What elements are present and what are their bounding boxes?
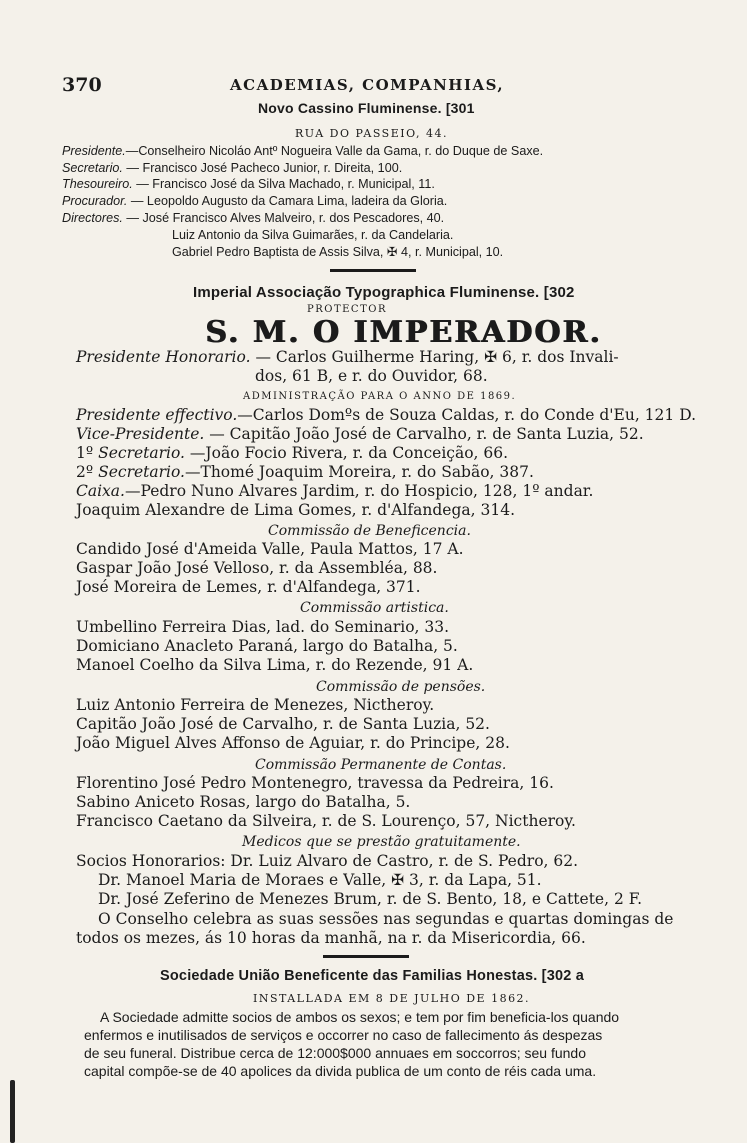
- ordinal: 2º: [76, 463, 94, 481]
- running-title: ACADEMIAS, COMPANHIAS,: [230, 76, 505, 94]
- role-label: Caixa.: [76, 482, 125, 500]
- entry-2-secretario: [76, 465, 534, 481]
- section-divider: [323, 955, 409, 958]
- entry-director-3: Gabriel Pedro Baptista de Assis Silva, ✠ 4, r. Municipal, 10.: [172, 245, 504, 259]
- section-address: RUA DO PASSEIO, 44.: [295, 127, 448, 140]
- subheading-pensoes: Commissão de pensões.: [316, 679, 486, 695]
- role-label: Directores.: [62, 211, 123, 225]
- paragraph-line-4: capital compõe-se de 40 apolices da divida publica de um conto de réis cada uma.: [84, 1063, 597, 1079]
- entry-text: —Pedro Nuno Alvares Jardim, r. do Hospicio, 128, 1º andar.: [124, 482, 594, 500]
- list-item-pens-2: João Miguel Alves Affonso de Aguiar, r. do Principe, 28.: [76, 734, 510, 752]
- binding-shadow: [10, 1080, 15, 1143]
- role-label: Vice-Presidente.: [76, 425, 205, 443]
- entry-text: —Thomé Joaquim Moreira, r. do Sabão, 387.: [184, 463, 534, 481]
- paragraph-conselho-1: O Conselho celebra as suas sessões nas segundas e quartas domingas de: [98, 910, 674, 928]
- entry-text: — Carlos Guilherme Haring, ✠ 6, r. dos Invali-: [255, 348, 619, 366]
- entry-text: —Carlos Domºs de Souza Caldas, r. do Conde d'Eu, 121 D.: [237, 406, 696, 424]
- admin-heading: ADMINISTRAÇÃO PARA O ANNO DE 1869.: [243, 391, 517, 402]
- entry-socio-3: Dr. José Zeferino de Menezes Brum, r. de S. Bento, 18, e Cattete, 2 F.: [98, 890, 643, 908]
- entry-presidente: [62, 145, 543, 158]
- section-title-imperial: Imperial Associação Typographica Fluminense. [302: [193, 284, 575, 301]
- list-item-art-2: Manoel Coelho da Silva Lima, r. do Rezende, 91 A.: [76, 656, 474, 674]
- role-label: Presidente effectivo.: [76, 406, 238, 424]
- entry-text: — Francisco José Pacheco Junior, r. Direita, 100.: [126, 161, 403, 175]
- entry-directores: [62, 212, 444, 225]
- entry-secretario: [62, 162, 402, 175]
- list-item-pens-1: Capitão João José de Carvalho, r. de Santa Luzia, 52.: [76, 715, 490, 733]
- entry-caixa: [76, 484, 593, 500]
- section-title-uniao: Sociedade União Beneficente das Familias Honestas. [302 a: [160, 968, 584, 984]
- entry-text: — Capitão João José de Carvalho, r. de Santa Luzia, 52.: [209, 425, 644, 443]
- role-label: Secretario.: [98, 463, 185, 481]
- list-item-benef-1: Gaspar João José Velloso, r. da Assembléa, 88.: [76, 559, 438, 577]
- list-item-art-0: Umbellino Ferreira Dias, lad. do Seminario, 33.: [76, 618, 450, 636]
- entry-socios-honorarios: Socios Honorarios: Dr. Luiz Alvaro de Castro, r. de S. Pedro, 62.: [76, 852, 579, 870]
- entry-presidente-honorario-cont: dos, 61 B, e r. do Ouvidor, 68.: [255, 367, 488, 385]
- subheading-medicos: Medicos que se prestão gratuitamente.: [242, 834, 521, 850]
- role-label: Presidente.: [62, 144, 126, 158]
- entry-caixa-2: Joaquim Alexandre de Lima Gomes, r. d'Alfandega, 314.: [76, 501, 516, 519]
- entry-1-secretario: [76, 446, 508, 462]
- protector-label: PROTECTOR: [307, 304, 387, 315]
- entry-procurador: [62, 195, 447, 208]
- role-label: Secretario.: [98, 444, 185, 462]
- ordinal: 1º: [76, 444, 94, 462]
- list-item-benef-0: Candido José d'Ameida Valle, Paula Mattos, 17 A.: [76, 540, 464, 558]
- role-label: Thesoureiro.: [62, 177, 133, 191]
- section-title-novo-cassino: Novo Cassino Fluminense. [301: [258, 100, 475, 116]
- paragraph-line-1: A Sociedade admitte socios de ambos os sexos; e tem por fim beneficia-los quando: [100, 1009, 620, 1025]
- installada-heading: INSTALLADA EM 8 DE JULHO DE 1862.: [253, 992, 531, 1005]
- list-item-pens-0: Luiz Antonio Ferreira de Menezes, Nictheroy.: [76, 696, 435, 714]
- list-item-contas-1: Sabino Aniceto Rosas, largo do Batalha, 5.: [76, 793, 411, 811]
- list-item-contas-0: Florentino José Pedro Montenegro, travessa da Pedreira, 16.: [76, 774, 554, 792]
- entry-text: — José Francisco Alves Malveiro, r. dos Pescadores, 40.: [126, 211, 445, 225]
- list-item-contas-2: Francisco Caetano da Silveira, r. de S. Lourenço, 57, Nictheroy.: [76, 812, 576, 830]
- subheading-contas: Commissão Permanente de Contas.: [255, 757, 507, 773]
- section-divider: [330, 269, 416, 272]
- paragraph-line-3: de seu funeral. Distribue cerca de 12:000$000 annuaes em soccorros; seu fundo: [84, 1045, 586, 1061]
- subheading-artistica: Commissão artistica.: [300, 600, 449, 616]
- paragraph-line-2: enfermos e inutilisados de serviços e occorrer no caso de fallecimento ás despezas: [84, 1027, 603, 1043]
- entry-text: —Conselheiro Nicoláo Antº Nogueira Valle da Gama, r. do Duque de Saxe.: [125, 144, 544, 158]
- role-label: Presidente Honorario.: [76, 348, 251, 366]
- entry-text: — Francisco José da Silva Machado, r. Municipal, 11.: [136, 177, 435, 191]
- entry-text: — Leopoldo Augusto da Camara Lima, ladeira da Gloria.: [130, 194, 448, 208]
- entry-presidente-honorario: [76, 350, 619, 366]
- page-header: [62, 74, 707, 102]
- entry-socio-2: Dr. Manoel Maria de Moraes e Valle, ✠ 3, r. da Lapa, 51.: [98, 871, 542, 889]
- subheading-beneficencia: Commissão de Beneficencia.: [268, 523, 471, 539]
- role-label: Secretario.: [62, 161, 123, 175]
- emperor-heading: S. M. O IMPERADOR.: [205, 315, 602, 350]
- role-label: Procurador.: [62, 194, 128, 208]
- entry-thesoureiro: [62, 178, 435, 191]
- entry-text: —João Focio Rivera, r. da Conceição, 66.: [189, 444, 509, 462]
- entry-presidente-effectivo: [76, 408, 696, 424]
- list-item-art-1: Domiciano Anacleto Paraná, largo do Batalha, 5.: [76, 637, 458, 655]
- entry-director-2: Luiz Antonio da Silva Guimarães, r. da Candelaria.: [172, 228, 454, 242]
- paragraph-conselho-2: todos os mezes, ás 10 horas da manhã, na r. da Misericordia, 66.: [76, 929, 586, 947]
- list-item-benef-2: José Moreira de Lemes, r. d'Alfandega, 371.: [76, 578, 421, 596]
- entry-vice-presidente: [76, 427, 644, 443]
- page-number: 370: [62, 74, 102, 96]
